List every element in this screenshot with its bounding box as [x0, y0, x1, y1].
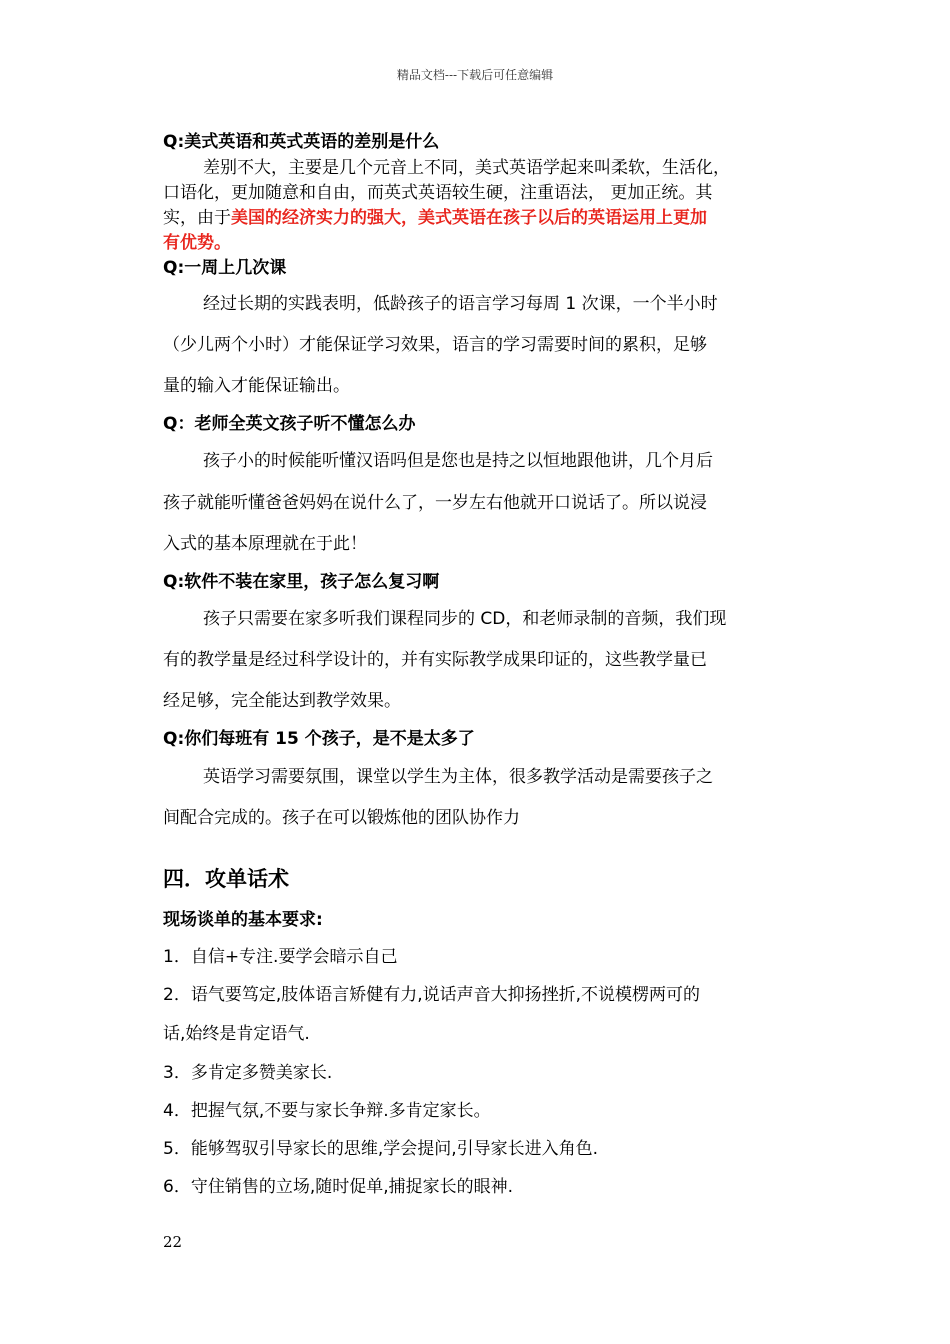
requirement-item: 2．语气要笃定,肢体语言矫健有力,说话声音大抑扬挫折,不说模楞两可的 — [163, 985, 701, 1005]
answer-1-line-4: 有优势。 — [163, 233, 231, 253]
answer-2-line-1: 经过长期的实践表明，低龄孩子的语言学习每周 1 次课，一个半小时 — [203, 294, 718, 314]
answer-5-line-1: 英语学习需要氛围，课堂以学生为主体，很多教学活动是需要孩子之 — [203, 767, 713, 787]
answer-1-line-1: 差别不大，主要是几个元音上不同，美式英语学起来叫柔软，生活化， — [203, 158, 730, 178]
section-subtitle: 现场谈单的基本要求: — [163, 910, 323, 930]
answer-5-line-2: 间配合完成的。孩子在可以锻炼他的团队协作力 — [163, 808, 520, 828]
section-title: 四．攻单话术 — [163, 867, 289, 891]
question-5: Q:你们每班有 15 个孩子，是不是太多了 — [163, 729, 475, 749]
answer-1-line-3 — [163, 203, 707, 228]
question-4: Q:软件不装在家里，孩子怎么复习啊 — [163, 572, 440, 592]
page-header: 精品文档---下载后可任意编辑 — [396, 68, 554, 82]
requirement-item: 5．能够驾驭引导家长的思维,学会提问,引导家长进入角色. — [163, 1139, 599, 1159]
answer-4-line-2: 有的教学量是经过科学设计的，并有实际教学成果印证的，这些教学量已 — [163, 650, 707, 670]
answer-1-line-3-prefix: 实，由于 — [163, 208, 231, 228]
page-number: 22 — [163, 1233, 183, 1251]
answer-3-line-1: 孩子小的时候能听懂汉语吗但是您也是持之以恒地跟他讲，几个月后 — [203, 451, 713, 471]
answer-2-line-3: 量的输入才能保证输出。 — [163, 376, 350, 396]
question-2: Q:一周上几次课 — [163, 258, 287, 278]
requirement-item: 4．把握气氛,不要与家长争辩.多肯定家长。 — [163, 1101, 491, 1121]
answer-3-line-3: 入式的基本原理就在于此！ — [163, 534, 367, 554]
answer-1-line-2: 口语化，更加随意和自由，而英式英语较生硬，注重语法， 更加正统。其 — [163, 183, 713, 203]
answer-4-line-1: 孩子只需要在家多听我们课程同步的 CD，和老师录制的音频，我们现 — [203, 609, 727, 629]
answer-1-highlight: 美国的经济实力的强大，美式英语在孩子以后的英语运用上更加 — [231, 208, 707, 228]
requirement-item-continuation: 话,始终是肯定语气. — [163, 1024, 310, 1044]
answer-4-line-3: 经足够，完全能达到教学效果。 — [163, 691, 401, 711]
answer-3-line-2: 孩子就能听懂爸爸妈妈在说什么了，一岁左右他就开口说话了。所以说浸 — [163, 493, 707, 513]
requirement-item: 1．自信+专注.要学会暗示自己 — [163, 947, 398, 967]
question-3: Q：老师全英文孩子听不懂怎么办 — [163, 414, 416, 434]
requirement-item: 6．守住销售的立场,随时促单,捕捉家长的眼神. — [163, 1177, 514, 1197]
question-1: Q:美式英语和英式英语的差别是什么 — [163, 132, 440, 152]
answer-2-line-2: （少儿两个小时）才能保证学习效果，语言的学习需要时间的累积，足够 — [163, 335, 707, 355]
requirement-item: 3．多肯定多赞美家长. — [163, 1063, 333, 1083]
